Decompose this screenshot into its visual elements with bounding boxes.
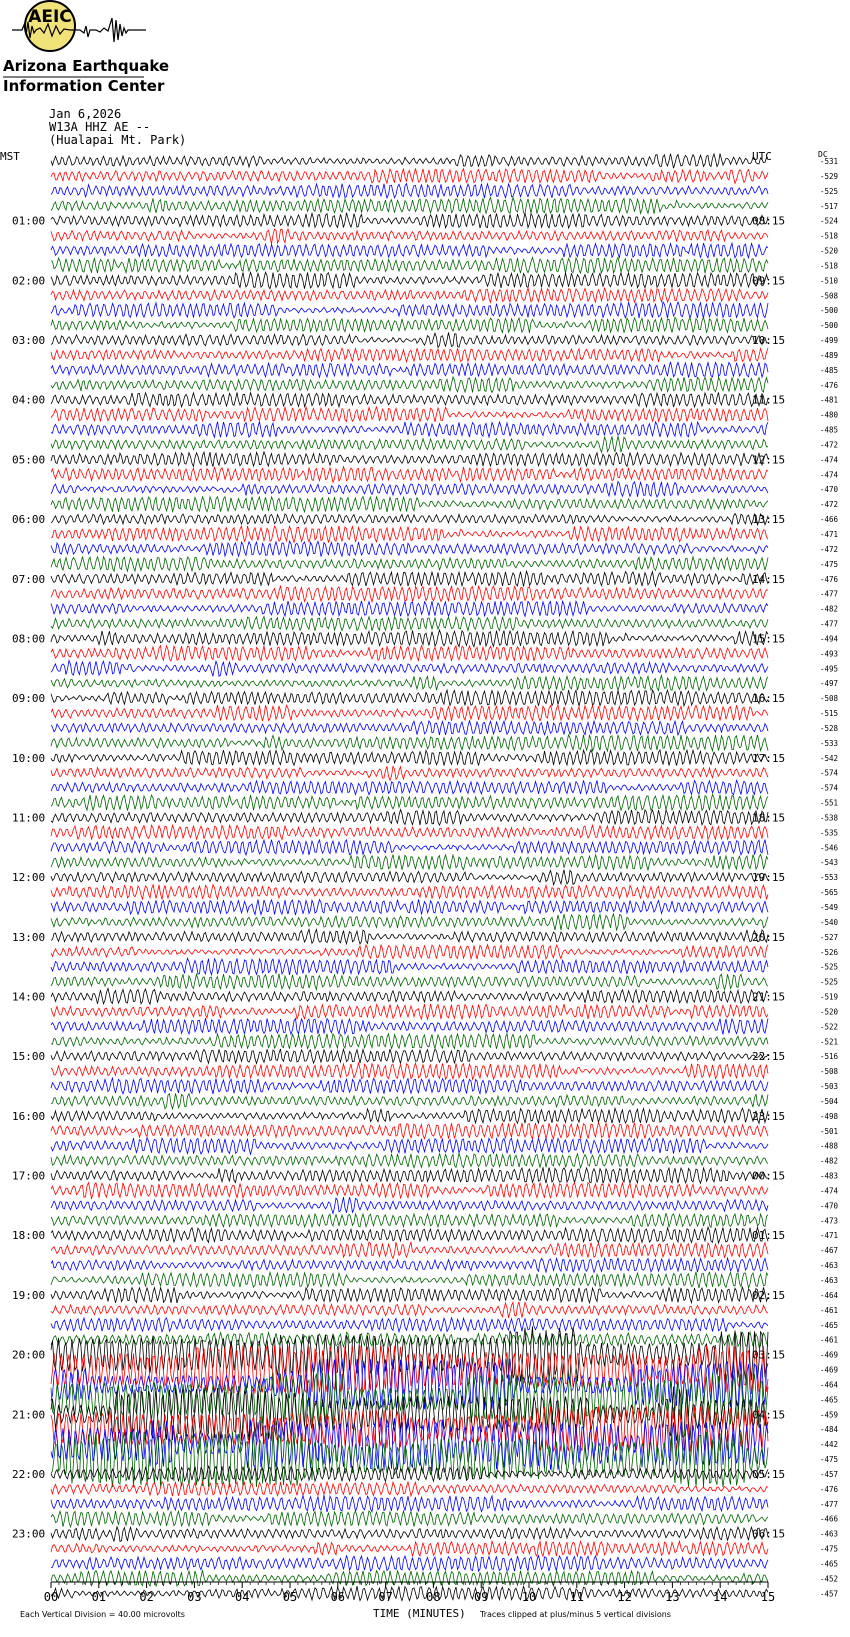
mst-hour-label: 19:00 — [12, 1288, 46, 1302]
dc-offset-label: -493 — [820, 649, 839, 659]
seismogram-trace — [51, 213, 768, 228]
seismogram-trace — [51, 1093, 768, 1108]
seismogram-trace — [51, 154, 768, 169]
seismogram-trace — [51, 646, 768, 661]
seismogram-trace — [51, 690, 768, 706]
dc-offset-label: -553 — [820, 873, 839, 883]
dc-offset-label: -477 — [820, 589, 839, 599]
dc-offset-label: -500 — [820, 321, 839, 331]
dc-offset-label: -469 — [820, 1365, 839, 1375]
x-tick-label: 01 — [91, 1590, 107, 1604]
seismogram-trace — [51, 1049, 768, 1064]
dc-offset-label: -499 — [820, 336, 839, 346]
seismogram-trace — [51, 1197, 768, 1213]
utc-hour-label: 17:15 — [752, 751, 786, 765]
dc-offset-label: -476 — [820, 380, 839, 390]
seismogram-trace — [51, 1167, 768, 1183]
mst-hour-label: 05:00 — [12, 453, 46, 467]
dc-offset-label: -528 — [820, 723, 839, 733]
seismogram-trace — [51, 1511, 768, 1527]
utc-hour-label: 09:15 — [752, 274, 786, 288]
seismogram-trace — [51, 900, 768, 916]
seismogram-trace — [51, 497, 768, 512]
dc-offset-label: -516 — [820, 1052, 839, 1062]
dc-offset-label: -520 — [820, 246, 839, 256]
seismogram-trace — [51, 197, 768, 213]
dc-offset-label: -471 — [820, 1231, 839, 1241]
dc-offset-label: -574 — [820, 768, 839, 778]
seismogram-trace — [51, 482, 768, 497]
seismogram-trace — [51, 825, 768, 839]
x-tick-label: 11 — [569, 1590, 585, 1604]
dc-offset-label: -515 — [820, 709, 839, 719]
dc-offset-label: -522 — [820, 1022, 839, 1032]
dc-offset-label: -452 — [820, 1574, 839, 1584]
seismogram-trace — [51, 571, 768, 586]
header-date: Jan 6,2026 — [49, 107, 122, 121]
dc-offset-label: -470 — [820, 485, 839, 495]
dc-offset-label: -482 — [820, 1156, 839, 1166]
dc-offset-label: -477 — [820, 1499, 839, 1509]
seismogram-trace — [51, 1108, 768, 1123]
dc-offset-label: -549 — [820, 903, 839, 912]
utc-hour-label: 01:15 — [752, 1229, 786, 1243]
seismogram-trace — [51, 885, 768, 900]
dc-offset-label: -518 — [820, 231, 839, 241]
utc-hour-label: 13:15 — [752, 513, 786, 527]
seismogram-trace — [51, 1034, 768, 1049]
dc-offset-label: -508 — [820, 1067, 839, 1077]
utc-hour-label: 03:15 — [752, 1348, 786, 1362]
seismogram-trace — [51, 452, 768, 467]
dc-offset-label: -469 — [820, 1350, 839, 1360]
dc-offset-label: -473 — [820, 1216, 839, 1226]
seismogram-trace — [51, 288, 768, 302]
mst-hour-label: 15:00 — [12, 1050, 46, 1064]
dc-offset-label: -465 — [820, 1395, 839, 1405]
dc-offset-label: -508 — [820, 291, 839, 301]
utc-hour-label: 21:15 — [752, 990, 786, 1004]
x-tick-label: 10 — [521, 1590, 537, 1604]
dc-offset-label: -466 — [820, 1514, 839, 1524]
seismogram-trace — [51, 184, 768, 198]
dc-offset-label: -457 — [820, 1469, 839, 1479]
seismogram-trace — [51, 1318, 768, 1332]
seismogram-trace — [51, 1586, 768, 1601]
dc-offset-label: -465 — [820, 1559, 839, 1569]
dc-offset-label: -494 — [820, 634, 839, 644]
mst-hour-label: 17:00 — [12, 1169, 46, 1183]
mst-hour-label: 06:00 — [12, 513, 46, 527]
seismogram-trace — [51, 630, 768, 647]
seismogram-trace — [51, 840, 768, 855]
dc-offset-label: -503 — [820, 1082, 839, 1092]
seismogram-trace — [51, 721, 768, 735]
dc-offset-label: -464 — [820, 1290, 839, 1300]
left-axis-label: MST — [0, 150, 20, 163]
dc-offset-label: -474 — [820, 455, 839, 465]
dc-offset-label: -498 — [820, 1111, 839, 1121]
dc-offset-label: -574 — [820, 783, 839, 793]
dc-offset-label: -518 — [820, 261, 839, 271]
seismogram-trace — [51, 795, 768, 811]
utc-hour-label: 05:15 — [752, 1467, 786, 1481]
seismogram-trace — [51, 1272, 768, 1288]
dc-offset-label: -525 — [820, 977, 839, 987]
aeic-logo — [3, 1, 169, 95]
utc-hour-label: 15:15 — [752, 632, 786, 646]
mst-hour-label: 03:00 — [12, 334, 46, 348]
utc-hour-label: 16:15 — [752, 692, 786, 706]
logo-acronym: AEIC — [28, 7, 72, 27]
seismogram-trace — [51, 810, 768, 826]
dc-offset-label: -472 — [820, 544, 839, 554]
seismogram-trace — [51, 601, 768, 616]
dc-offset-label: -474 — [820, 470, 839, 480]
dc-offset-label: -489 — [820, 350, 839, 360]
dc-offset-label: -520 — [820, 1007, 839, 1017]
mst-hour-label: 21:00 — [12, 1408, 46, 1422]
dc-offset-label: -508 — [820, 694, 839, 704]
seismogram-trace — [51, 617, 768, 631]
seismogram-trace — [51, 705, 768, 721]
utc-hour-label: 06:15 — [752, 1527, 786, 1541]
seismogram-trace — [51, 974, 768, 990]
dc-offset-label: -459 — [820, 1410, 839, 1420]
dc-offset-label: -461 — [820, 1335, 839, 1345]
seismogram-trace — [51, 467, 768, 483]
seismogram-trace — [51, 1227, 768, 1243]
footer-left: Each Vertical Division = 40.00 microvolts — [20, 1610, 185, 1619]
seismogram-trace — [51, 362, 768, 378]
seismogram-trace — [51, 1183, 768, 1199]
dc-offset-label: -540 — [820, 917, 839, 927]
dc-offset-label: -519 — [820, 992, 839, 1002]
seismogram-trace — [51, 557, 768, 572]
x-tick-label: 07 — [378, 1590, 393, 1604]
dc-offset-label: -517 — [820, 201, 839, 211]
dc-offset-label: -521 — [820, 1037, 839, 1047]
utc-hour-label: 12:15 — [752, 453, 786, 467]
dc-offset-label: -465 — [820, 1320, 839, 1330]
dc-offset-label: -535 — [820, 828, 839, 838]
dc-offset-label: -466 — [820, 515, 839, 525]
seismogram-trace — [51, 272, 768, 289]
mst-hour-label: 07:00 — [12, 572, 46, 586]
seismogram-trace — [51, 243, 768, 258]
dc-offset-label: -504 — [820, 1096, 839, 1106]
utc-hour-label: 00:15 — [752, 1169, 786, 1183]
dc-offset-label: -482 — [820, 604, 839, 614]
seismogram-trace — [51, 1153, 768, 1167]
footer-right: Traces clipped at plus/minus 5 vertical divisions — [480, 1610, 671, 1619]
dc-offset-label: -531 — [820, 157, 839, 166]
seismogram-trace — [51, 661, 768, 677]
dc-offset-label: -543 — [820, 858, 839, 868]
dc-offset-label: -488 — [820, 1141, 839, 1151]
dc-offset-label: -546 — [820, 843, 839, 853]
dc-offset-label: -485 — [820, 425, 839, 435]
dc-offset-label: -476 — [820, 574, 839, 584]
mst-hour-label: 10:00 — [12, 751, 46, 765]
mst-hour-label: 16:00 — [12, 1109, 46, 1123]
dc-offset-label: -495 — [820, 664, 839, 674]
dc-offset-label: -525 — [820, 186, 839, 196]
seismogram-trace — [51, 1258, 768, 1273]
utc-hour-label: 18:15 — [752, 811, 786, 825]
dc-offset-label: -461 — [820, 1305, 839, 1315]
dc-offset-label: -526 — [820, 947, 839, 957]
right-axis-label: UTC — [752, 150, 772, 163]
x-tick-label: 05 — [282, 1590, 298, 1604]
mst-hour-label: 23:00 — [12, 1527, 46, 1541]
mst-hour-label: 11:00 — [12, 811, 46, 825]
seismogram-trace — [51, 333, 768, 348]
dc-offset-group — [820, 157, 839, 1598]
seismogram-trace — [51, 780, 768, 795]
dc-offset-label: -463 — [820, 1261, 839, 1271]
seismogram-trace — [51, 1123, 768, 1139]
trace-group — [51, 154, 768, 1601]
mst-hour-label: 12:00 — [12, 871, 46, 885]
dc-offset-label: -538 — [820, 813, 839, 823]
mst-hour-label: 14:00 — [12, 990, 46, 1004]
dc-offset-label: -500 — [820, 306, 839, 316]
dc-offset-label: -475 — [820, 1455, 839, 1465]
dc-offset-label: -463 — [820, 1276, 839, 1285]
dc-offset-label: -485 — [820, 365, 839, 375]
x-tick-label: 08 — [426, 1590, 441, 1604]
seismogram-trace — [51, 392, 768, 407]
mst-hour-label: 08:00 — [12, 632, 46, 646]
header-station: W13A HHZ AE -- — [49, 120, 151, 134]
dc-offset-label: -527 — [820, 932, 839, 942]
seismogram-trace — [51, 1063, 768, 1079]
dc-offset-label: -483 — [820, 1171, 839, 1181]
dc-offset-label: -442 — [820, 1440, 839, 1450]
seismogram-trace — [51, 1242, 768, 1258]
seismogram-trace — [51, 766, 768, 780]
mst-hour-label: 20:00 — [12, 1348, 46, 1362]
seismogram-trace — [51, 735, 768, 752]
dc-offset-label: -565 — [820, 888, 839, 898]
seismogram-trace — [51, 854, 768, 870]
utc-hour-label: 10:15 — [752, 334, 786, 348]
seismogram-trace — [51, 1287, 768, 1303]
seismogram-trace — [51, 870, 768, 885]
seismogram-trace — [51, 1018, 768, 1034]
mst-hour-label: 22:00 — [12, 1467, 46, 1481]
x-tick-label: 09 — [473, 1590, 489, 1604]
mst-hour-label: 18:00 — [12, 1229, 46, 1243]
dc-offset-label: -525 — [820, 962, 839, 972]
seismogram-trace — [51, 348, 768, 362]
x-tick-label: 13 — [665, 1590, 680, 1604]
seismogram-trace — [51, 1527, 768, 1542]
mst-hour-label: 04:00 — [12, 393, 46, 407]
seismogram-trace — [51, 526, 768, 543]
seismogram-trace — [51, 229, 768, 244]
dc-offset-label: -475 — [820, 559, 839, 569]
dc-offset-label: -464 — [820, 1380, 839, 1390]
dc-offset-label: -476 — [820, 1484, 839, 1494]
seismogram-trace — [51, 1078, 768, 1094]
seismogram-trace — [51, 945, 768, 960]
seismogram-trace — [51, 929, 768, 944]
seismogram-trace — [51, 302, 768, 318]
utc-hour-label: 11:15 — [752, 393, 786, 407]
seismogram-trace — [51, 1302, 768, 1318]
seismogram-trace — [51, 1555, 768, 1571]
seismogram-trace — [51, 1541, 768, 1556]
seismogram-trace — [51, 750, 768, 766]
dc-offset-label: -529 — [820, 171, 839, 181]
seismogram-trace — [51, 436, 768, 452]
seismogram-trace — [51, 1004, 768, 1019]
dc-offset-label: -470 — [820, 1201, 839, 1211]
dc-offset-label: -497 — [820, 679, 839, 689]
x-tick-label: 12 — [617, 1590, 632, 1604]
utc-hour-label: 22:15 — [752, 1050, 786, 1064]
dc-offset-label: -533 — [820, 738, 839, 748]
dc-offset-label: -477 — [820, 619, 839, 629]
x-tick-label: 00 — [43, 1590, 59, 1604]
dc-offset-label: -472 — [820, 500, 839, 510]
seismogram-trace — [51, 169, 768, 184]
x-tick-label: 15 — [760, 1590, 776, 1604]
dc-offset-label: -481 — [820, 395, 839, 405]
seismogram-trace — [51, 317, 768, 333]
time-axis-title: TIME (MINUTES) — [373, 1607, 466, 1620]
utc-hour-label: 08:15 — [752, 214, 786, 228]
seismogram-trace — [51, 1213, 768, 1227]
mst-hour-label: 13:00 — [12, 930, 46, 944]
dc-label: DC — [818, 150, 828, 159]
dc-offset-label: -474 — [820, 1186, 839, 1196]
dc-offset-label: -471 — [820, 530, 839, 539]
x-tick-label: 02 — [139, 1590, 154, 1604]
x-tick-label: 03 — [187, 1590, 202, 1604]
seismogram-trace — [51, 1138, 768, 1155]
dc-offset-label: -542 — [820, 753, 839, 763]
dc-offset-label: -463 — [820, 1529, 839, 1539]
dc-offset-label: -472 — [820, 440, 839, 450]
logo-line1: Arizona Earthquake — [3, 57, 170, 75]
seismogram-trace — [51, 676, 768, 691]
dc-offset-label: -551 — [820, 798, 839, 808]
dc-offset-label: -484 — [820, 1425, 839, 1435]
seismogram-trace — [51, 257, 768, 273]
seismogram-trace — [51, 914, 768, 930]
seismogram-trace — [51, 1482, 768, 1496]
utc-hour-label: 14:15 — [752, 572, 786, 586]
dc-offset-label: -480 — [820, 410, 839, 420]
dc-offset-label: -524 — [820, 216, 839, 226]
mst-hour-label: 02:00 — [12, 274, 46, 288]
x-tick-label: 14 — [712, 1590, 728, 1604]
mst-hour-label: 01:00 — [12, 214, 46, 228]
seismogram-trace — [51, 586, 768, 602]
logo-line2: Information Center — [3, 77, 165, 95]
dc-offset-label: -475 — [820, 1544, 839, 1554]
seismogram-trace — [51, 541, 768, 557]
x-tick-label: 06 — [330, 1590, 346, 1604]
utc-hour-label: 04:15 — [752, 1408, 786, 1422]
utc-hour-label: 02:15 — [752, 1288, 786, 1302]
utc-hour-label: 23:15 — [752, 1109, 786, 1123]
seismogram-trace — [51, 422, 768, 438]
header-site: (Hualapai Mt. Park) — [49, 133, 187, 147]
dc-offset-label: -467 — [820, 1246, 839, 1256]
seismogram-trace — [51, 407, 768, 422]
seismogram-trace — [51, 1495, 768, 1512]
seismogram-trace — [51, 514, 768, 525]
x-tick-label: 04 — [234, 1590, 250, 1604]
dc-offset-label: -457 — [820, 1589, 839, 1599]
dc-offset-label: -510 — [820, 276, 839, 286]
utc-hour-label: 20:15 — [752, 930, 786, 944]
mst-hour-label: 09:00 — [12, 692, 46, 706]
seismogram-trace — [51, 988, 768, 1004]
dc-offset-label: -501 — [820, 1126, 839, 1136]
seismogram-trace — [51, 377, 768, 393]
utc-hour-label: 19:15 — [752, 871, 786, 885]
seismogram-trace — [51, 958, 768, 975]
